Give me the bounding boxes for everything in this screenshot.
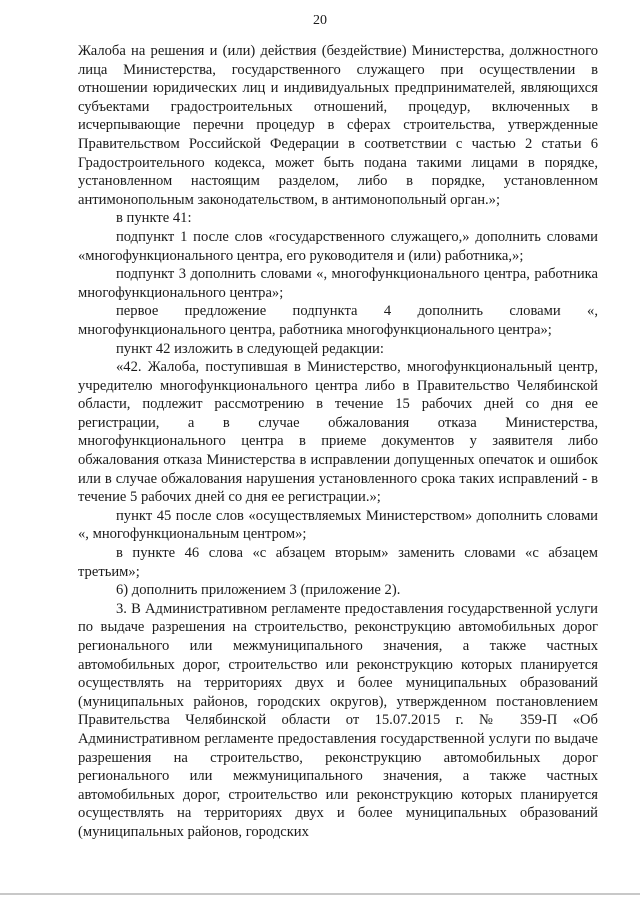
- paragraph-complaint-text: Жалоба на решения и (или) действия (бездействие) Министерства, должностного лица Министерства, государственного служащего при осуществлении в отношении юридических лиц и индивидуальных предпринимателей, являющихся субъектами градостроительных отношений, процедур, включенных в исчерпывающие перечни процедур в сферах строительства, утвержденные Правительством Российской Федерации в соответствии с частью 2 статьи 6 Градостроительного кодекса, может быть подана такими лицами в порядке, установленном настоящим разделом, либо в порядке, установленном антимонопольным законодательством, в антимонопольный орган.»;: [78, 43, 598, 208]
- paragraph-point-42-heading: пункт 42 изложить в следующей редакции:: [116, 340, 384, 357]
- page-number: 20: [313, 13, 327, 28]
- paragraph-subpoint-1: подпункт 1 после слов «государственного служащего,» дополнить словами «многофункционального центра, его руководителя и (или) работника,»;: [78, 228, 598, 264]
- paragraph-point-42-text: «42. Жалоба, поступившая в Министерство, многофункциональный центр, учредителю многофункционального центра либо в Правительство Челябинской области, подлежит рассмотрению в течение 15 рабочих дней со дня ее регистрации, а в случае обжалования отказа Министерства, многофункционального центра в приеме документов у заявителя либо обжалования отказа Министерства в исправлении допущенных опечаток и ошибок или в случае обжалования нарушения установленного срока таких исправлений - в течение 5 рабочих дней со дня ее регистрации.»;: [78, 359, 598, 506]
- paragraph-point-45: пункт 45 после слов «осуществляемых Министерством» дополнить словами «, многофункциональным центром»;: [78, 507, 598, 543]
- paragraph-subpoint-4: первое предложение подпункта 4 дополнить словами «, многофункционального центра, работника многофункционального центра»;: [78, 303, 598, 338]
- paragraph-point-46: в пункте 46 слова «с абзацем вторым» заменить словами «с абзацем третьим»;: [78, 545, 598, 580]
- paragraph-point-41-heading: в пункте 41:: [116, 210, 192, 227]
- page-bottom-edge: [0, 893, 640, 895]
- document-body: [78, 42, 598, 842]
- paragraph-appendix: 6) дополнить приложением 3 (приложение 2).: [116, 582, 401, 599]
- paragraph-section-3: 3. В Административном регламенте предоставления государственной услуги по выдаче разрешения на строительство, реконструкцию автомобильных дорог регионального или межмуниципального значения, а также частных автомобильных дорог, строительство или реконструкцию которых планируется осуществлять на территориях двух и более муниципальных образований (муниципальных районов, городских округов), утвержденном постановлением Правительства Челябинской области от 15.07.2015 г. № 359-П «Об Административном регламенте предоставления государственной услуги по выдаче разрешения на строительство, реконструкцию автомобильных дорог регионального или межмуниципального значения, а также частных автомобильных дорог, строительство или реконструкцию которых планируется осуществлять на территориях двух и более муниципальных образований (муниципальных районов, городских: [78, 600, 598, 840]
- paragraph-subpoint-3: подпункт 3 дополнить словами «, многофункционального центра, работника многофункционального центра»;: [78, 266, 598, 301]
